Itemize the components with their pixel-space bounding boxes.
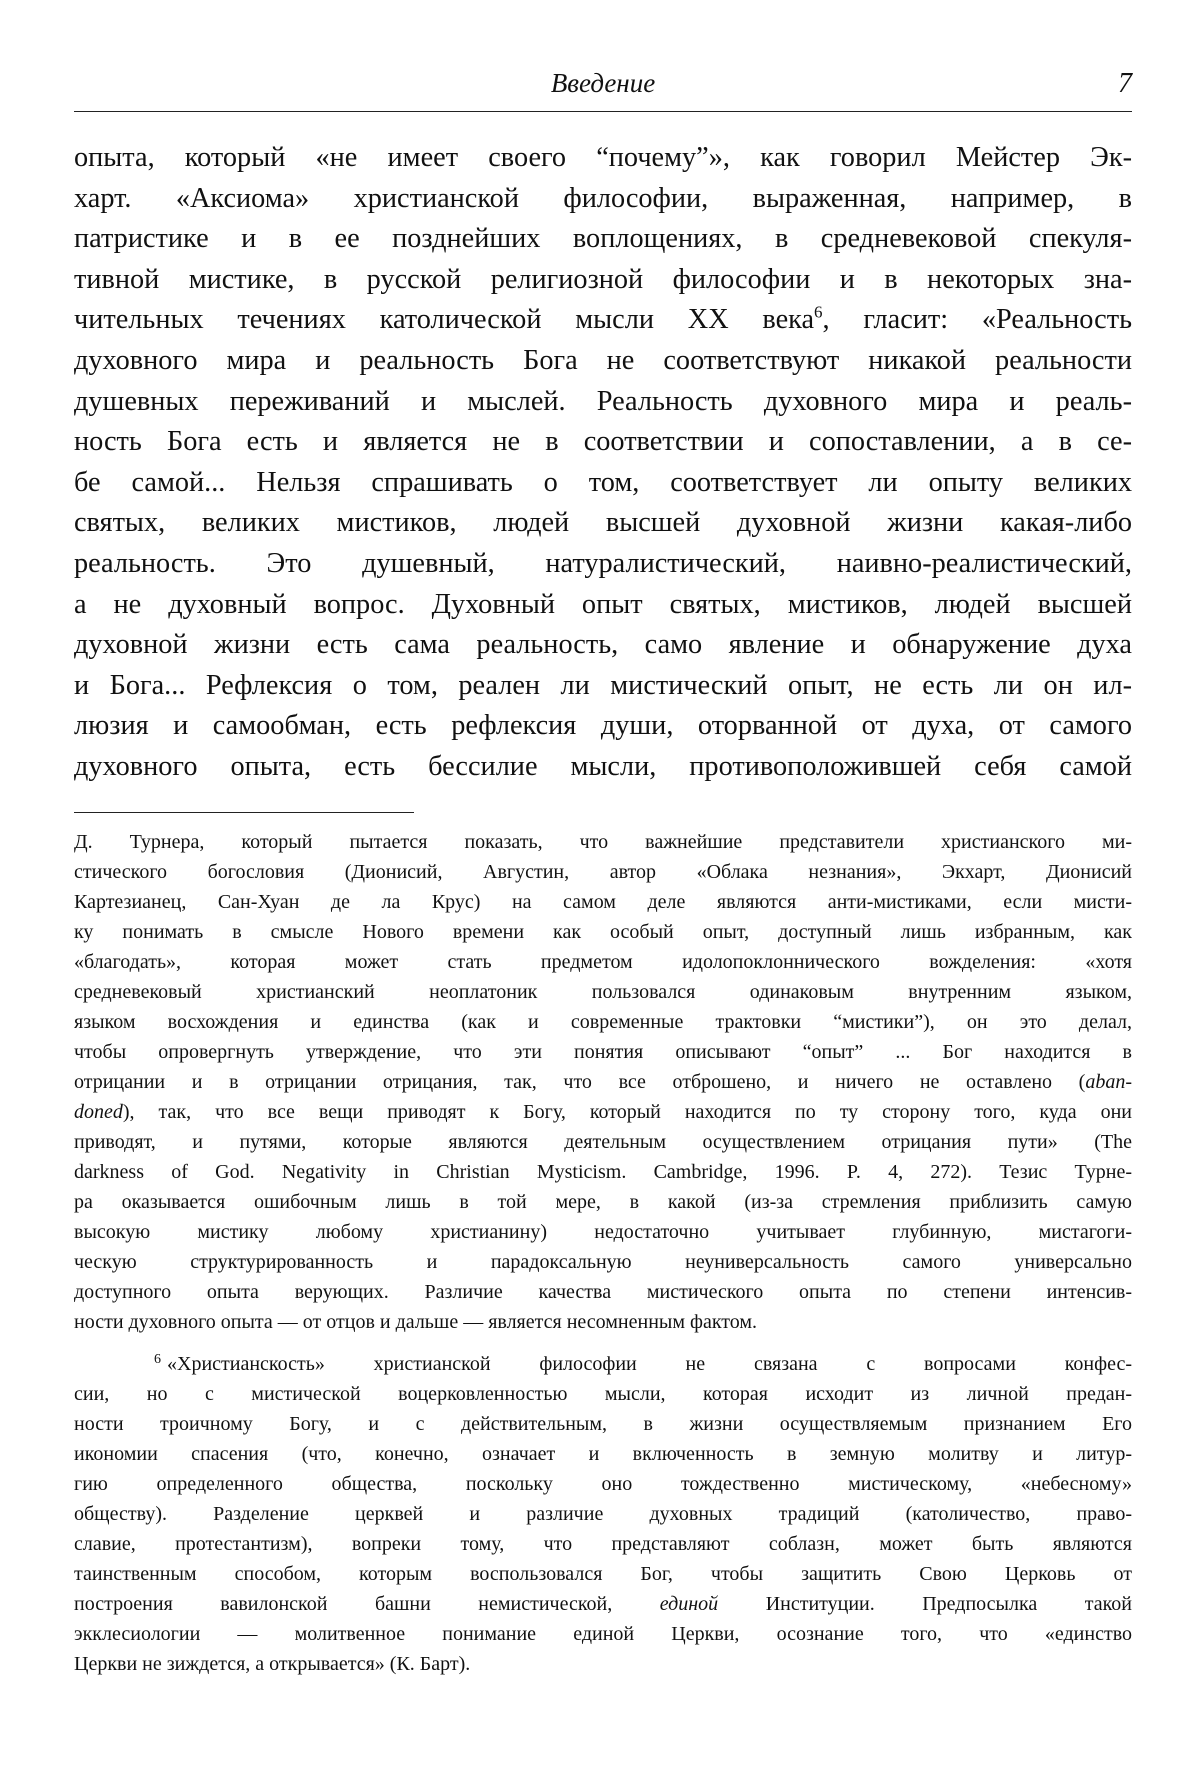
footnote-line: приводят, и путями, которые являются деятельным осуществлением отрицания пути» (The <box>74 1131 1132 1153</box>
text-line: а не духовный вопрос. Духовный опыт святых, мистиков, людей высшей <box>74 588 1132 620</box>
footnote-line: Картезианец, Сан-Хуан де ла Крус) на самом деле являются анти-мистиками, если мисти- <box>74 891 1132 913</box>
footnote-line: darkness of God. Negativity in Christian Mysticism. Cambridge, 1996. P. 4, 272). Тезис Турне- <box>74 1161 1132 1183</box>
main-text <box>74 138 1132 788</box>
footnote-reference: 6 <box>814 302 823 322</box>
footnote-line <box>74 1067 1132 1097</box>
text-line: ность Бога есть и является не в соответствии и сопоставлении, а в се- <box>74 426 1132 458</box>
italic-term: aban- <box>1085 1071 1132 1093</box>
text-line: люзия и самообман, есть рефлексия души, оторванной от духа, от самого <box>74 710 1132 742</box>
footnote-line: чтобы опровергнуть утверждение, что эти понятия описывают “опыт” ... Бог находится в <box>74 1041 1132 1063</box>
text-line: опыта, который «не имеет своего “почему”», как говорил Мейстер Эк- <box>74 142 1132 173</box>
footnote-line: ческую структурированность и парадоксальную неуниверсальность самого универсально <box>74 1251 1132 1273</box>
text-line: душевных переживаний и мыслей. Реальность духовного мира и реаль- <box>74 385 1132 417</box>
footnote-line: ку понимать в смысле Нового времени как особый опыт, доступный лишь избранным, как <box>74 921 1132 943</box>
footnote-separator <box>74 812 414 813</box>
footnote-line: икономии спасения (что, конечно, означает и включенность в земную молитву и литур- <box>74 1443 1132 1465</box>
text-line: духовного мира и реальность Бога не соответствуют никакой реальности <box>74 344 1132 376</box>
text-line: духовной жизни есть сама реальность, само явление и обнаружение духа <box>74 629 1132 661</box>
footnote-line: таинственным способом, которым воспользовался Бог, чтобы защитить Свою Церковь от <box>74 1563 1132 1585</box>
footnote-6 <box>74 1349 1132 1679</box>
text-fragment: ), так, что все вещи приводят к Богу, который находится по ту сторону того, куда они <box>122 1101 1132 1123</box>
footnote-line: гию определенного общества, поскольку оно тождественно мистическому, «небесному» <box>74 1473 1132 1495</box>
italic-term: единой <box>659 1593 719 1615</box>
footnote-line: ности духовного опыта — от отцов и дальше — является несомненным фактом. <box>74 1311 758 1333</box>
text-line: духовного опыта, есть бессилие мысли, противоположившей себя самой <box>74 750 1132 782</box>
footnote-gap <box>74 1337 1132 1349</box>
text-line: святых, великих мистиков, людей высшей духовной жизни какая-либо <box>74 507 1132 539</box>
text-fragment: «Христианскость» христианской философии не связана с вопросами конфес- <box>167 1353 1132 1375</box>
text-line <box>74 300 1132 341</box>
italic-term: doned <box>74 1101 123 1123</box>
text-fragment: отрицании и в отрицании отрицания, так, что все отброшено, и ничего не оставлено ( <box>74 1071 1086 1093</box>
footnote-line: ра оказывается ошибочным лишь в той мере, в какой (из-за стремления приблизить самую <box>74 1191 1132 1213</box>
footnote-line: экклесиологии — молитвенное понимание единой Церкви, осознание того, что «единство <box>74 1623 1132 1645</box>
footnote-line: доступного опыта верующих. Различие качества мистического опыта по степени интенсив- <box>74 1281 1132 1303</box>
footnote-line <box>74 1349 1132 1379</box>
text-fragment: Институции. Предпосылка такой <box>765 1593 1133 1615</box>
text-line: тивной мистике, в русской религиозной философии и в некоторых зна- <box>74 263 1132 295</box>
footnote-line: ности троичному Богу, и с действительным, в жизни осуществляемым признанием Его <box>74 1413 1132 1435</box>
footnote-line: высокую мистику любому христианину) недостаточно учитывает глубинную, мистагоги- <box>74 1221 1132 1243</box>
page-number: 7 <box>1118 68 1132 99</box>
footnote-continued <box>74 827 1132 1337</box>
text-line: реальность. Это душевный, натуралистический, наивно-реалистический, <box>74 547 1132 579</box>
text-fragment: построения вавилонской башни немистической, <box>74 1593 613 1615</box>
footnote-line: средневековый христианский неоплатоник пользовался одинаковым внутренним языком, <box>74 981 1132 1003</box>
footnote-line: языком восхождения и единства (как и современные трактовки “мистики”), он это делал, <box>74 1011 1132 1033</box>
text-line: патристике и в ее позднейших воплощениях, в средневековой спекуля- <box>74 223 1132 255</box>
text-fragment: чительных течениях католической мысли XX века <box>74 304 815 336</box>
running-header <box>74 64 1132 110</box>
footnote-line <box>74 1097 1132 1127</box>
footnote-line: Д. Турнера, который пытается показать, что важнейшие представители христианского ми- <box>74 831 1132 853</box>
running-title: Введение <box>550 68 656 98</box>
footnote-line: славие, протестантизм), вопреки тому, что представляют соблазн, может быть являются <box>74 1533 1132 1555</box>
footnote-line: стического богословия (Дионисий, Августин, автор «Облака незнания», Экхарт, Дионисий <box>74 861 1132 883</box>
footnote-line: Церкви не зиждется, а открывается» (К. Барт). <box>74 1653 471 1675</box>
text-fragment: , гласит: «Реальность <box>822 304 1132 336</box>
footnote-line <box>74 1589 1132 1619</box>
footnote-line: «благодать», которая может стать предметом идолопоклоннического вожделения: «хотя <box>74 951 1132 973</box>
footnote-line: сии, но с мистической воцерковленностью мысли, которая исходит из личной предан- <box>74 1383 1132 1405</box>
footnotes <box>74 827 1132 1679</box>
footnote-number: 6 <box>154 1352 161 1367</box>
text-line: бе самой... Нельзя спрашивать о том, соответствует ли опыту великих <box>74 466 1132 498</box>
text-line: харт. «Аксиома» христианской философии, выраженная, например, в <box>74 182 1132 214</box>
text-line: и Бога... Рефлексия о том, реален ли мистический опыт, не есть ли он ил- <box>74 669 1132 701</box>
header-rule <box>74 111 1132 112</box>
footnote-line: обществу). Разделение церквей и различие духовных традиций (католичество, право- <box>74 1503 1132 1525</box>
